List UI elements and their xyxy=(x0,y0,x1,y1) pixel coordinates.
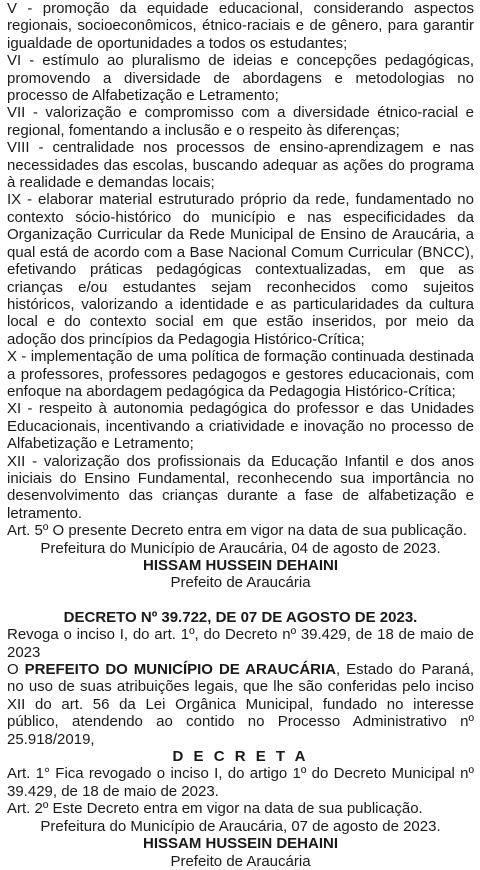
decree-1-signer: HISSAM HUSSEIN DEHAINI xyxy=(142,557,339,574)
preamble-text: , Estado do Paraná, no uso de suas atribuições legais, que lhe são conferidas pelo inciso XII do art. 56 da Lei Orgânica Municipal, fundado no interesse público, atendendo ao contido no Processo Administrativo nº 25.918/2019, xyxy=(7,661,474,748)
decree-1-place-date: Prefeitura do Município de Araucária, 04 de agosto de 2023. xyxy=(40,539,441,557)
article-5: Art. 5º O presente Decreto entra em vigor na data de sua publicação. xyxy=(7,522,467,540)
decree-2-place-date: Prefeitura do Município de Araucária, 07 de agosto de 2023. xyxy=(40,817,441,835)
item-vii: VII - valorização e compromisso com a diversidade étnico-racial e regional, fomentando a inclusão e o respeito às diferenças; xyxy=(7,104,474,139)
decreta-heading: D E C R E T A xyxy=(172,748,309,766)
preamble-authority: PREFEITO DO MUNICÍPIO DE ARAUCÁRIA xyxy=(24,661,337,679)
item-vi: VI - estímulo ao pluralismo de ideias e concepções pedagógicas, promovendo a diversidade de abordagens e metodologias no processo de Alfabetização e Letramento; xyxy=(7,52,474,105)
section-gap xyxy=(7,592,474,609)
article-2: Art. 2º Este Decreto entra em vigor na data de sua publicação. xyxy=(7,800,423,818)
decree-1-role: Prefeito de Araucária xyxy=(170,574,311,592)
item-xi: XI - respeito à autonomia pedagógica do professor e das Unidades Educacionais, incentivando a criatividade e inovação no processo de Alfabetização e Letramento; xyxy=(7,400,474,453)
item-v: V - promoção da equidade educacional, considerando aspectos regionais, socioeconômicos, étnico-raciais e de gênero, para garantir igualdade de oportunidades a todos os estudantes; xyxy=(7,0,474,52)
item-xii: XII - valorização dos profissionais da Educação Infantil e dos anos iniciais do Ensino Fundamental, reconhecendo sua importância no desenvolvimento das crianças durante a fase de alfabetização e letramento. xyxy=(7,452,474,522)
decree-2-preamble xyxy=(7,661,474,748)
decree-1-items xyxy=(7,0,474,522)
decree-2-title: DECRETO Nº 39.722, DE 07 DE AGOSTO DE 2023. xyxy=(63,608,418,626)
item-viii: VIII - centralidade nos processos de ensino-aprendizagem e nas necessidades das escolas, buscando adequar as ações do programa à realidade e demandas locais; xyxy=(7,139,474,192)
decree-2-summary: Revoga o inciso I, do art. 1º, do Decreto nº 39.429, de 18 de maio de 2023 xyxy=(7,626,474,661)
decree-2-role: Prefeito de Araucária xyxy=(170,852,311,870)
preamble-prefix: O xyxy=(7,661,25,679)
item-ix: IX - elaborar material estruturado próprio da rede, fundamentado no contexto sócio-histórico do município e nas especificidades da Organização Curricular da Rede Municipal de Ensino de Araucária, a qual está de acordo com a Base Nacional Comum Curricular (BNCC), efetivando práticas pedagógicas contextualizadas, em que as crianças e/ou estudantes sejam reconhecidos como sujeitos históricos, valorizando a identidade e as particularidades da cultura local e do contexto social em que estão inseridos, por meio da adoção dos princípios da Pedagogia Histórico-Crítica; xyxy=(7,191,474,348)
item-x: X - implementação de uma política de formação continuada destinada a professores, professores pedagogos e gestores educacionais, com enfoque na abordagem pedagógica da Pedagogia Histórico-Crítica; xyxy=(7,348,474,400)
decree-2-signer: HISSAM HUSSEIN DEHAINI xyxy=(142,835,339,853)
article-1: Art. 1° Fica revogado o inciso I, do artigo 1º do Decreto Municipal nº 39.429, de 18 de maio de 2023. xyxy=(7,765,474,800)
